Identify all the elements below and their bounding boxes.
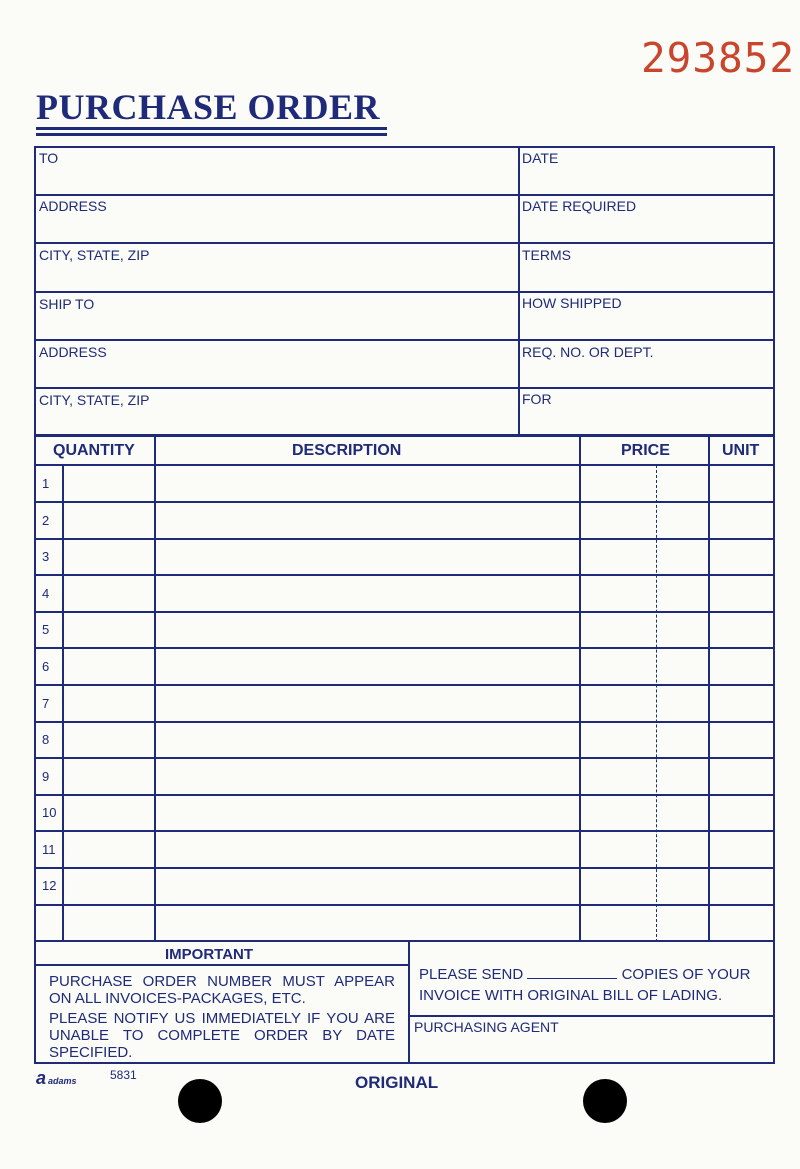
table-row (34, 867, 775, 869)
how-shipped-field[interactable]: HOW SHIPPED (522, 295, 622, 311)
important-heading: IMPORTANT (165, 946, 254, 963)
adams-logo (36, 1068, 77, 1089)
table-row (34, 538, 775, 540)
table-row (34, 684, 775, 686)
field-separator (34, 339, 775, 341)
page-title: PURCHASE ORDER (36, 87, 381, 127)
table-row (34, 721, 775, 723)
row-number: 1 (42, 476, 50, 491)
adams-logo-text: adams (48, 1076, 77, 1086)
column-divider (708, 435, 710, 942)
table-row (34, 757, 775, 759)
important-line-3: PLEASE NOTIFY US IMMEDIATELY IF YOU ARE (49, 1010, 395, 1027)
table-row (34, 611, 775, 613)
field-separator (34, 194, 775, 196)
title-underline (36, 127, 387, 130)
punch-hole-right (583, 1079, 627, 1123)
table-header-rule (34, 464, 775, 466)
invoice-note-line-1 (419, 966, 763, 983)
bottom-divider (408, 940, 410, 1064)
address-field[interactable]: ADDRESS (39, 198, 107, 214)
row-number: 5 (42, 622, 50, 637)
column-header-description: DESCRIPTION (292, 442, 402, 459)
table-row (34, 904, 775, 906)
row-number: 3 (42, 549, 50, 564)
copies-of-your-text: COPIES OF YOUR (621, 966, 751, 983)
column-header-price: PRICE (621, 442, 670, 459)
items-table (34, 435, 775, 942)
ship-address-field[interactable]: ADDRESS (39, 344, 107, 360)
row-number: 12 (42, 878, 57, 893)
row-number-divider (62, 465, 64, 942)
table-row (34, 501, 775, 503)
column-divider (154, 435, 156, 942)
please-send-text: PLEASE SEND (419, 966, 524, 983)
column-header-quantity: QUANTITY (53, 442, 135, 459)
to-field[interactable]: TO (39, 150, 59, 166)
date-required-field[interactable]: DATE REQUIRED (522, 198, 637, 214)
field-separator (34, 242, 775, 244)
row-number: 10 (42, 805, 57, 820)
table-row (34, 830, 775, 832)
purchasing-agent-field[interactable]: PURCHASING AGENT (414, 1019, 559, 1035)
row-number: 9 (42, 769, 50, 784)
ship-city-state-zip-field[interactable]: CITY, STATE, ZIP (39, 392, 150, 408)
important-line-5: SPECIFIED. (49, 1044, 133, 1061)
row-number: 6 (42, 659, 50, 674)
row-number: 11 (42, 842, 56, 857)
column-divider (579, 435, 581, 942)
date-field[interactable]: DATE (522, 150, 559, 166)
terms-field[interactable]: TERMS (522, 247, 571, 263)
city-state-zip-field[interactable]: CITY, STATE, ZIP (39, 247, 150, 263)
table-row (34, 794, 775, 796)
row-number: 4 (42, 586, 50, 601)
adams-logo-mark: a (36, 1068, 47, 1088)
copies-count-field[interactable] (527, 966, 617, 979)
form-number: 293852 (641, 34, 796, 82)
punch-hole-left (178, 1079, 222, 1123)
row-number: 2 (42, 513, 50, 528)
important-heading-rule (34, 964, 409, 966)
field-separator (34, 387, 775, 389)
stock-number: 5831 (110, 1068, 137, 1082)
row-number: 8 (42, 732, 50, 747)
title-underline-2 (36, 133, 387, 136)
agent-rule (408, 1015, 775, 1017)
ship-to-field[interactable]: SHIP TO (39, 296, 95, 312)
copy-label: ORIGINAL (355, 1073, 439, 1092)
column-header-unit: UNIT (722, 442, 760, 459)
table-row (34, 647, 775, 649)
important-line-4: UNABLE TO COMPLETE ORDER BY DATE (49, 1027, 395, 1044)
field-separator (34, 291, 775, 293)
table-row (34, 574, 775, 576)
for-field[interactable]: FOR (522, 391, 552, 407)
req-no-dept-field[interactable]: REQ. NO. OR DEPT. (522, 344, 654, 360)
invoice-note-line-2: INVOICE WITH ORIGINAL BILL OF LADING. (419, 987, 723, 1004)
important-line-1: PURCHASE ORDER NUMBER MUST APPEAR (49, 973, 395, 990)
row-number: 7 (42, 696, 50, 711)
important-line-2: ON ALL INVOICES-PACKAGES, ETC. (49, 990, 306, 1007)
price-cents-divider (656, 465, 657, 942)
